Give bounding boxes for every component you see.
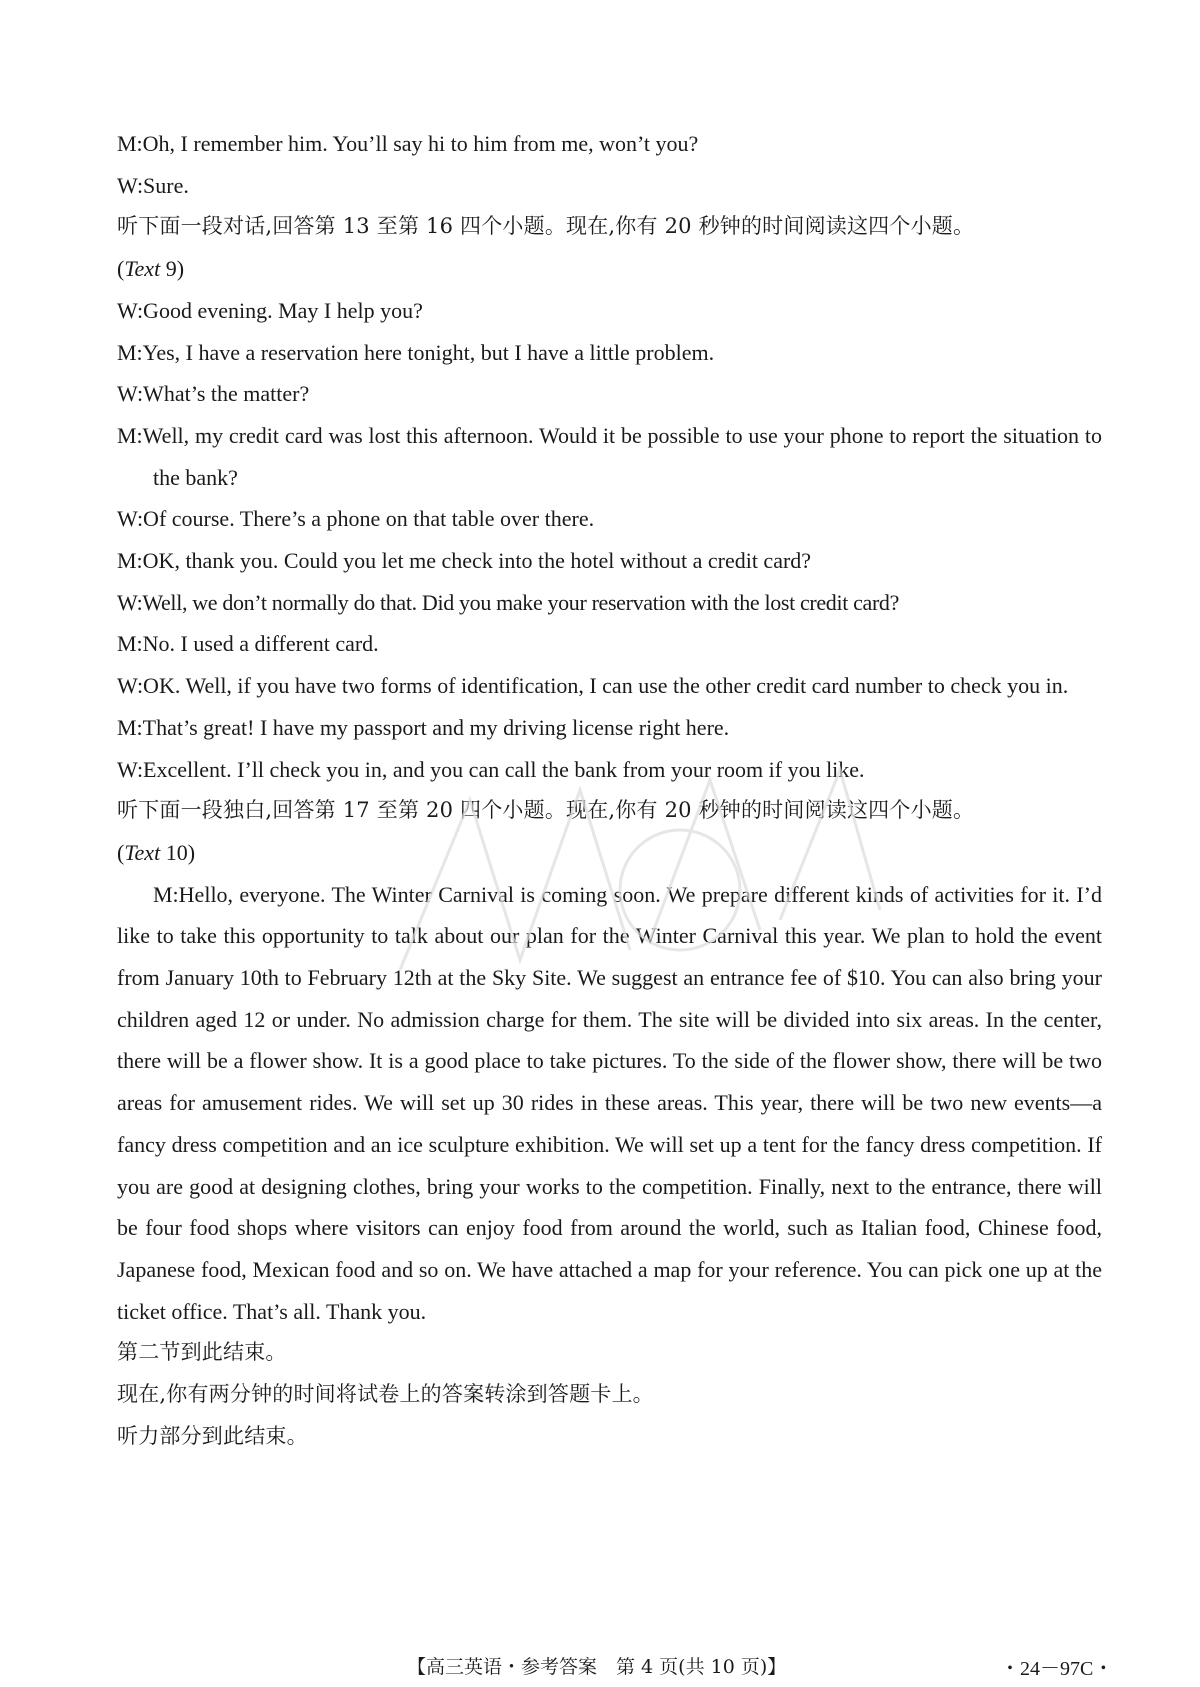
page-footer xyxy=(0,1652,1200,1682)
dialogue-line: M:That’s great! I have my passport and my driving license right here. xyxy=(117,714,730,740)
dialogue-line: M:Oh, I remember him. You’ll say hi to him from me, won’t you? xyxy=(117,131,699,156)
instruction-line: 听力部分到此结束。 xyxy=(117,1423,308,1448)
dialogue-line: W:What’s the matter? xyxy=(117,381,310,407)
dialogue-line: M:OK, thank you. Could you let me check into the hotel without a credit card? xyxy=(117,548,812,574)
footer-page-info: 【高三英语・参考答案 第 4 页(共 10 页)】 xyxy=(407,1656,787,1678)
dialogue-line: M:Yes, I have a reservation here tonight, but I have a little problem. xyxy=(117,339,715,365)
instruction-line: 第二节到此结束。 xyxy=(117,1340,287,1365)
label-italic: Text xyxy=(124,256,161,282)
label-italic: Text xyxy=(124,839,161,865)
dialogue-line: W:Well, we don’t normally do that. Did you make your reservation with the lost credit card? xyxy=(117,589,899,615)
monologue-paragraph: M:Hello, everyone. The Winter Carnival is coming soon. We prepare different kinds of activities for it. I’d like to take this opportunity to talk about our plan for the Winter Carnival this year. We plan to hold the event from January 10th to February 12th at the Sky Site. We suggest an entrance fee of $10. You can also bring your children aged 12 or under. No admission charge for them. The site will be divided into six areas. In the center, there will be a flower show. It is a good place to take pictures. To the side of the flower show, there will be two areas for amusement rides. We will set up 30 rides in these areas. This year, there will be two new events—a fancy dress competition and an ice sculpture exhibition. We will set up a tent for the fancy dress competition. If you are good at designing clothes, bring your works to the competition. Finally, next to the entrance, there will be four food shops where visitors can enjoy food from around the world, such as Italian food, Chinese food, Japanese food, Mexican food and so on. We have attached a map for your reference. You can pick one up at the ticket office. That’s all. Thank you. xyxy=(117,881,1102,1324)
instruction-line: 听下面一段独白,回答第 17 至第 20 四个小题。现在,你有 20 秒钟的时间阅读这四个小题。 xyxy=(117,798,975,823)
dialogue-line: W:Sure. xyxy=(117,172,189,198)
text-label xyxy=(117,248,1102,290)
footer-code: ・24－97C・ xyxy=(1000,1658,1114,1680)
document-body xyxy=(117,123,1102,1458)
instruction-line: 现在,你有两分钟的时间将试卷上的答案转涂到答题卡上。 xyxy=(117,1382,654,1407)
label-suffix: 9) xyxy=(160,256,185,282)
instruction-line: 听下面一段对话,回答第 13 至第 16 四个小题。现在,你有 20 秒钟的时间阅读这四个小题。 xyxy=(117,214,975,239)
label-suffix: 10) xyxy=(160,839,196,865)
dialogue-line: M:No. I used a different card. xyxy=(117,631,379,657)
dialogue-line: W:Of course. There’s a phone on that table over there. xyxy=(117,506,595,532)
dialogue-line: W:Excellent. I’ll check you in, and you can call the bank from your room if you like. xyxy=(117,756,865,782)
text-label xyxy=(117,832,1102,874)
dialogue-line: M:Well, my credit card was lost this afternoon. Would it be possible to use your phone to report the situation to the bank? xyxy=(117,422,1102,490)
dialogue-line: W:Good evening. May I help you? xyxy=(117,297,423,323)
label-prefix: ( xyxy=(117,256,125,282)
dialogue-line: W:OK. Well, if you have two forms of identification, I can use the other credit card number to check you in. xyxy=(117,673,1069,699)
label-prefix: ( xyxy=(117,839,125,865)
